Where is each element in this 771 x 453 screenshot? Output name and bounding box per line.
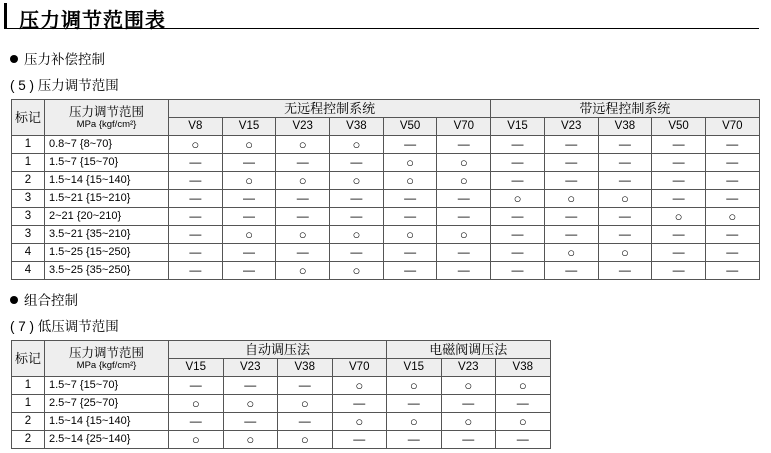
unavailable-dash-icon: —: [437, 262, 491, 280]
unavailable-dash-icon: —: [330, 244, 384, 262]
row-mark: 2: [12, 431, 45, 449]
available-circle-icon: ○: [705, 208, 759, 226]
available-circle-icon: ○: [437, 172, 491, 190]
row-pressure-range: 2.5~7 {25~70}: [45, 395, 169, 413]
unavailable-dash-icon: —: [383, 208, 437, 226]
unavailable-dash-icon: —: [437, 208, 491, 226]
available-circle-icon: ○: [222, 172, 276, 190]
row-pressure-range: 1.5~21 {15~210}: [45, 190, 169, 208]
available-circle-icon: ○: [598, 244, 652, 262]
row-pressure-range: 0.8~7 {8~70}: [45, 136, 169, 154]
available-circle-icon: ○: [441, 377, 496, 395]
available-circle-icon: ○: [652, 208, 706, 226]
column-header: V70: [332, 359, 387, 377]
unavailable-dash-icon: —: [222, 208, 276, 226]
unavailable-dash-icon: —: [491, 154, 545, 172]
table-row: [12, 154, 760, 172]
unavailable-dash-icon: —: [544, 226, 598, 244]
row-mark: 3: [12, 190, 45, 208]
unavailable-dash-icon: —: [223, 413, 278, 431]
available-circle-icon: ○: [223, 431, 278, 449]
unavailable-dash-icon: —: [276, 154, 330, 172]
unavailable-dash-icon: —: [544, 136, 598, 154]
unavailable-dash-icon: —: [496, 395, 551, 413]
column-header: V23: [441, 359, 496, 377]
table-row: [12, 244, 760, 262]
unavailable-dash-icon: —: [222, 262, 276, 280]
available-circle-icon: ○: [278, 395, 333, 413]
row-mark: 1: [12, 154, 45, 172]
unavailable-dash-icon: —: [544, 172, 598, 190]
unavailable-dash-icon: —: [652, 226, 706, 244]
unavailable-dash-icon: —: [705, 262, 759, 280]
unavailable-dash-icon: —: [276, 190, 330, 208]
unavailable-dash-icon: —: [491, 226, 545, 244]
row-mark: 2: [12, 413, 45, 431]
unavailable-dash-icon: —: [705, 154, 759, 172]
unavailable-dash-icon: —: [169, 244, 223, 262]
unavailable-dash-icon: —: [598, 226, 652, 244]
row-pressure-range: 1.5~14 {15~140}: [45, 172, 169, 190]
row-mark: 2: [12, 172, 45, 190]
unavailable-dash-icon: —: [491, 136, 545, 154]
column-header: V50: [383, 118, 437, 136]
available-circle-icon: ○: [383, 154, 437, 172]
unavailable-dash-icon: —: [383, 136, 437, 154]
unavailable-dash-icon: —: [441, 431, 496, 449]
row-mark: 3: [12, 226, 45, 244]
page-title-box: [4, 3, 759, 32]
unavailable-dash-icon: —: [169, 154, 223, 172]
unavailable-dash-icon: —: [169, 377, 224, 395]
column-header: V8: [169, 118, 223, 136]
unavailable-dash-icon: —: [330, 208, 384, 226]
unavailable-dash-icon: —: [387, 431, 442, 449]
available-circle-icon: ○: [387, 413, 442, 431]
bullet-dot-icon: [10, 55, 18, 63]
unavailable-dash-icon: —: [278, 413, 333, 431]
table-row: [12, 413, 551, 431]
unavailable-dash-icon: —: [598, 262, 652, 280]
row-pressure-range: 3.5~21 {35~210}: [45, 226, 169, 244]
row-mark: 1: [12, 136, 45, 154]
unavailable-dash-icon: —: [330, 190, 384, 208]
column-header: V15: [491, 118, 545, 136]
available-circle-icon: ○: [332, 413, 387, 431]
column-header: V23: [544, 118, 598, 136]
available-circle-icon: ○: [383, 172, 437, 190]
available-circle-icon: ○: [544, 244, 598, 262]
unavailable-dash-icon: —: [222, 244, 276, 262]
row-pressure-range: 2.5~14 {25~140}: [45, 431, 169, 449]
section1-subtitle: ( 5 ) 压力调节范围: [10, 78, 119, 93]
available-circle-icon: ○: [169, 136, 223, 154]
unavailable-dash-icon: —: [383, 190, 437, 208]
column-header: V70: [705, 118, 759, 136]
unavailable-dash-icon: —: [652, 262, 706, 280]
unavailable-dash-icon: —: [169, 190, 223, 208]
available-circle-icon: ○: [276, 136, 330, 154]
row-mark: 4: [12, 262, 45, 280]
unavailable-dash-icon: —: [652, 154, 706, 172]
header-range-title: 压力调节范围: [68, 345, 144, 360]
column-header: V38: [496, 359, 551, 377]
section2-bullet: 组合控制: [24, 293, 78, 308]
row-pressure-range: 1.5~25 {15~250}: [45, 244, 169, 262]
unavailable-dash-icon: —: [705, 244, 759, 262]
unavailable-dash-icon: —: [652, 244, 706, 262]
unavailable-dash-icon: —: [169, 413, 224, 431]
unavailable-dash-icon: —: [223, 377, 278, 395]
available-circle-icon: ○: [330, 226, 384, 244]
unavailable-dash-icon: —: [652, 190, 706, 208]
unavailable-dash-icon: —: [652, 136, 706, 154]
unavailable-dash-icon: —: [383, 262, 437, 280]
header-range-title: 压力调节范围: [68, 104, 144, 119]
table-row: [12, 208, 760, 226]
unavailable-dash-icon: —: [652, 172, 706, 190]
column-header: V23: [223, 359, 278, 377]
unavailable-dash-icon: —: [169, 208, 223, 226]
unavailable-dash-icon: —: [491, 244, 545, 262]
header-mark: 标记: [12, 341, 45, 377]
unavailable-dash-icon: —: [278, 377, 333, 395]
column-header: V38: [598, 118, 652, 136]
unavailable-dash-icon: —: [491, 172, 545, 190]
row-pressure-range: 1.5~7 {15~70}: [45, 154, 169, 172]
header-group-no-remote: 无远程控制系统: [169, 100, 491, 118]
available-circle-icon: ○: [437, 226, 491, 244]
unavailable-dash-icon: —: [222, 190, 276, 208]
unavailable-dash-icon: —: [330, 154, 384, 172]
available-circle-icon: ○: [169, 431, 224, 449]
available-circle-icon: ○: [441, 413, 496, 431]
unavailable-dash-icon: —: [705, 136, 759, 154]
unavailable-dash-icon: —: [705, 226, 759, 244]
column-header: V15: [222, 118, 276, 136]
column-header: V38: [278, 359, 333, 377]
header-group-remote: 带远程控制系统: [491, 100, 760, 118]
unavailable-dash-icon: —: [496, 431, 551, 449]
unavailable-dash-icon: —: [276, 208, 330, 226]
row-mark: 1: [12, 377, 45, 395]
unavailable-dash-icon: —: [169, 226, 223, 244]
table-row: [12, 226, 760, 244]
available-circle-icon: ○: [544, 190, 598, 208]
available-circle-icon: ○: [496, 413, 551, 431]
table-row: [12, 172, 760, 190]
section1-heading: [10, 48, 105, 68]
column-header: V70: [437, 118, 491, 136]
header-range: [45, 100, 169, 136]
column-header: V15: [387, 359, 442, 377]
section2-subtitle: ( 7 ) 低压调节范围: [10, 319, 119, 334]
section1-bullet: 压力补偿控制: [24, 52, 105, 67]
unavailable-dash-icon: —: [169, 262, 223, 280]
unavailable-dash-icon: —: [598, 154, 652, 172]
available-circle-icon: ○: [276, 172, 330, 190]
unavailable-dash-icon: —: [332, 431, 387, 449]
available-circle-icon: ○: [330, 262, 384, 280]
unavailable-dash-icon: —: [705, 172, 759, 190]
header-group-solenoid: 电磁阀调压法: [387, 341, 551, 359]
unavailable-dash-icon: —: [437, 136, 491, 154]
table-row: [12, 377, 551, 395]
unavailable-dash-icon: —: [598, 208, 652, 226]
bullet-dot-icon: [10, 296, 18, 304]
unavailable-dash-icon: —: [705, 190, 759, 208]
unavailable-dash-icon: —: [276, 244, 330, 262]
available-circle-icon: ○: [491, 190, 545, 208]
unavailable-dash-icon: —: [169, 172, 223, 190]
available-circle-icon: ○: [330, 172, 384, 190]
available-circle-icon: ○: [276, 226, 330, 244]
section2-heading: [10, 289, 78, 309]
header-range-unit: MPa {kgf/cm²}: [76, 118, 137, 130]
available-circle-icon: ○: [222, 226, 276, 244]
unavailable-dash-icon: —: [387, 395, 442, 413]
unavailable-dash-icon: —: [437, 244, 491, 262]
page-title: 压力调节范围表: [19, 10, 166, 32]
table-row: [12, 431, 551, 449]
unavailable-dash-icon: —: [437, 190, 491, 208]
unavailable-dash-icon: —: [598, 136, 652, 154]
unavailable-dash-icon: —: [491, 262, 545, 280]
available-circle-icon: ○: [276, 262, 330, 280]
header-range-unit: MPa {kgf/cm²}: [76, 359, 137, 371]
row-mark: 3: [12, 208, 45, 226]
column-header: V23: [276, 118, 330, 136]
header-range: [45, 341, 169, 377]
table-row: [12, 262, 760, 280]
header-group-auto: 自动调压法: [169, 341, 387, 359]
table-row: [12, 395, 551, 413]
available-circle-icon: ○: [383, 226, 437, 244]
unavailable-dash-icon: —: [383, 244, 437, 262]
unavailable-dash-icon: —: [544, 262, 598, 280]
unavailable-dash-icon: —: [491, 208, 545, 226]
unavailable-dash-icon: —: [544, 154, 598, 172]
unavailable-dash-icon: —: [332, 395, 387, 413]
available-circle-icon: ○: [278, 431, 333, 449]
column-header: V15: [169, 359, 224, 377]
available-circle-icon: ○: [598, 190, 652, 208]
header-mark: 标记: [12, 100, 45, 136]
unavailable-dash-icon: —: [544, 208, 598, 226]
available-circle-icon: ○: [222, 136, 276, 154]
unavailable-dash-icon: —: [222, 154, 276, 172]
unavailable-dash-icon: —: [441, 395, 496, 413]
row-mark: 4: [12, 244, 45, 262]
available-circle-icon: ○: [223, 395, 278, 413]
available-circle-icon: ○: [387, 377, 442, 395]
row-pressure-range: 3.5~25 {35~250}: [45, 262, 169, 280]
column-header: V50: [652, 118, 706, 136]
row-pressure-range: 2~21 {20~210}: [45, 208, 169, 226]
available-circle-icon: ○: [496, 377, 551, 395]
table-row: [12, 190, 760, 208]
low-pressure-range-table: [11, 340, 551, 449]
available-circle-icon: ○: [169, 395, 224, 413]
row-pressure-range: 1.5~7 {15~70}: [45, 377, 169, 395]
table-row: [12, 136, 760, 154]
unavailable-dash-icon: —: [598, 172, 652, 190]
available-circle-icon: ○: [332, 377, 387, 395]
available-circle-icon: ○: [437, 154, 491, 172]
column-header: V38: [330, 118, 384, 136]
row-mark: 1: [12, 395, 45, 413]
row-pressure-range: 1.5~14 {15~140}: [45, 413, 169, 431]
pressure-range-table: [11, 99, 760, 280]
available-circle-icon: ○: [330, 136, 384, 154]
